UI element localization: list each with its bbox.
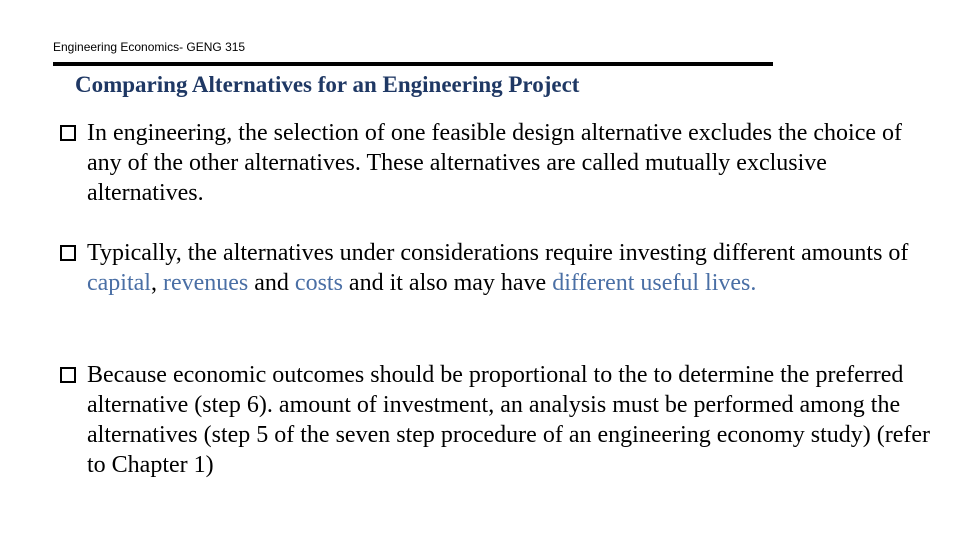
checkbox-bullet-icon (60, 367, 76, 383)
header-divider (53, 62, 773, 66)
bullet-item (60, 238, 930, 298)
highlight-revenues: revenues (162, 270, 249, 296)
course-header: Engineering Economics- GENG 315 (53, 40, 246, 54)
highlight-capital: capital (87, 270, 151, 296)
bullet-text-segment: and (248, 270, 295, 296)
checkbox-bullet-icon (60, 245, 76, 261)
bullet-item (60, 118, 930, 208)
bullet-text-segment: , (150, 270, 163, 296)
bullet-item (60, 360, 930, 480)
highlight-useful-lives: different useful lives. (552, 270, 757, 296)
slide-title: Comparing Alternatives for an Engineering Project (75, 72, 580, 97)
bullet-text: In engineering, the selection of one feasible design alternative excludes the choice of any of the other alternatives. These alternatives are called mutually exclusive alternatives. (87, 120, 903, 206)
highlight-costs: costs (294, 270, 343, 296)
checkbox-bullet-icon (60, 125, 76, 141)
bullet-text-segment: and it also may have (342, 270, 553, 296)
bullet-text-segment: Typically, the alternatives under considerations require investing different amounts of (87, 240, 909, 266)
bullet-text: Because economic outcomes should be proportional to the to determine the preferred alternative (step 6). amount of investment, an analysis must be performed among the alternatives (step 5 of the seven step procedure of an engineering economy study) (refer to Chapter 1) (87, 362, 930, 478)
bullet-text (87, 238, 930, 298)
